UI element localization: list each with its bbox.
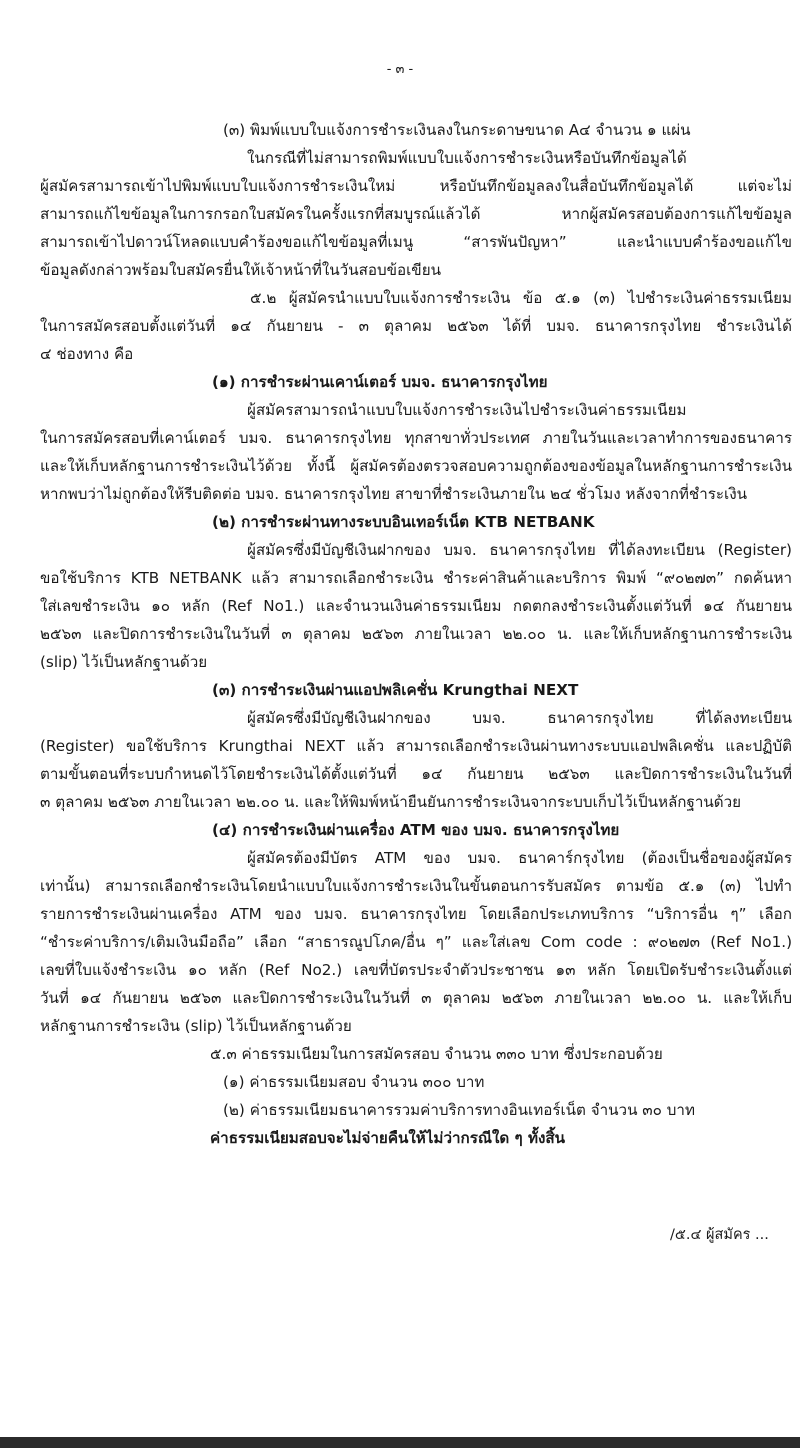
text-line: ใส่เลขชำระเงิน ๑๐ หลัก (Ref No1.) และจำนวนเงินค่าธรรมเนียม กดตกลงชำระเงินตั้งแต่วันที่ ๑๔ กันยายน [40, 597, 792, 615]
text-line: และให้เก็บหลักฐานการชำระเงินไว้ด้วย ทั้งนี้ ผู้สมัครต้องตรวจสอบความถูกต้องของข้อมูลในหลักฐานการชำระเงิน [40, 457, 792, 475]
text-line: ในการสมัครสอบตั้งแต่วันที่ ๑๔ กันยายน - ๓ ตุลาคม ๒๕๖๓ ได้ที่ บมจ. ธนาคารกรุงไทย ชำระเงินได้ [40, 317, 792, 335]
text-line: (Register) ขอใช้บริการ Krungthai NEXT แล้ว สามารถเลือกชำระเงินผ่านทางระบบแอปพลิเคชั่น และปฏิบัติ [40, 737, 792, 755]
text-line: ผู้สมัครสามารถนำแบบใบแจ้งการชำระเงินไปชำระเงินค่าธรรมเนียม [247, 401, 687, 419]
text-line: วันที่ ๑๔ กันยายน ๒๕๖๓ และปิดการชำระเงินในวันที่ ๓ ตุลาคม ๒๕๖๓ ภายในเวลา ๒๒.๐๐ น. และให้เก็บ [40, 989, 792, 1007]
text-line: ผู้สมัครซึ่งมีบัญชีเงินฝากของ บมจ. ธนาคารกรุงไทย ที่ได้ลงทะเบียน (Register) [247, 541, 792, 559]
text-line: (๓) พิมพ์แบบใบแจ้งการชำระเงินลงในกระดาษขนาด A๔ จำนวน ๑ แผ่น [223, 121, 691, 139]
page-number: - ๓ - [386, 62, 414, 77]
section-heading: (๔) การชำระเงินผ่านเครื่อง ATM ของ บมจ. ธนาคารกรุงไทย [212, 821, 620, 839]
section-heading: (๑) การชำระผ่านเคาน์เตอร์ บมจ. ธนาคารกรุงไทย [212, 373, 548, 391]
text-line: หลักฐานการชำระเงิน (slip) ไว้เป็นหลักฐานด้วย [40, 1017, 352, 1035]
section-heading: (๓) การชำระเงินผ่านแอปพลิเคชั่น Krungthai NEXT [212, 681, 579, 699]
fee-item: (๑) ค่าธรรมเนียมสอบ จำนวน ๓๐๐ บาท [223, 1073, 485, 1091]
text-line: ข้อมูลดังกล่าวพร้อมใบสมัครยื่นให้เจ้าหน้าที่ในวันสอบข้อเขียน [40, 261, 441, 279]
text-line: สามารถเข้าไปดาวน์โหลดแบบคำร้องขอแก้ไขข้อมูลที่เมนู “สารพันปัญหา” และนำแบบคำร้องขอแก้ไข [40, 233, 792, 251]
fee-item: (๒) ค่าธรรมเนียมธนาคารรวมค่าบริการทางอินเทอร์เน็ต จำนวน ๓๐ บาท [223, 1101, 695, 1119]
text-line: ๓ ตุลาคม ๒๕๖๓ ภายในเวลา ๒๒.๐๐ น. และให้พิมพ์หน้ายืนยันการชำระเงินจากระบบเก็บไว้เป็นหลักฐานด้วย [40, 793, 742, 811]
text-line: ๕.๒ ผู้สมัครนำแบบใบแจ้งการชำระเงิน ข้อ ๕.๑ (๓) ไปชำระเงินค่าธรรมเนียม [250, 289, 792, 307]
text-line: เลขที่ใบแจ้งชำระเงิน ๑๐ หลัก (Ref No2.) เลขที่บัตรประจำตัวประชาชน ๑๓ หลัก โดยเปิดรับชำระเงินตั้งแต่ [40, 961, 792, 979]
text-line: ในกรณีที่ไม่สามารถพิมพ์แบบใบแจ้งการชำระเงินหรือบันทึกข้อมูลได้ [247, 149, 687, 167]
text-line: ๕.๓ ค่าธรรมเนียมในการสมัครสอบ จำนวน ๓๓๐ บาท ซึ่งประกอบด้วย [210, 1045, 663, 1063]
text-line: ๔ ช่องทาง คือ [40, 345, 134, 363]
text-line: สามารถแก้ไขข้อมูลในการกรอกใบสมัครในครั้งแรกที่สมบูรณ์แล้วได้ หากผู้สมัครสอบต้องการแก้ไขข้อมูล [40, 205, 792, 223]
text-line: ผู้สมัครซึ่งมีบัญชีเงินฝากของ บมจ. ธนาคารกรุงไทย ที่ได้ลงทะเบียน [247, 709, 792, 727]
text-line: ตามขั้นตอนที่ระบบกำหนดไว้โดยชำระเงินได้ตั้งแต่วันที่ ๑๔ กันยายน ๒๕๖๓ และปิดการชำระเงินในวันที่ [40, 765, 792, 783]
text-line: “ชำระค่าบริการ/เติมเงินมือถือ” เลือก “สาธารณูปโภค/อื่น ๆ” และใส่เลข Com code : ๙๐๒๗๓ (Ref No1.) [40, 933, 792, 951]
text-line: รายการชำระเงินผ่านเครื่อง ATM ของ บมจ. ธนาคารกรุงไทย โดยเลือกประเภทบริการ “บริการอื่น ๆ” เลือก [40, 905, 792, 923]
text-line: ในการสมัครสอบที่เคาน์เตอร์ บมจ. ธนาคารกรุงไทย ทุกสาขาทั่วประเทศ ภายในวันและเวลาทำการของธนาคาร [40, 429, 792, 447]
text-line: (slip) ไว้เป็นหลักฐานด้วย [40, 653, 208, 671]
continuation-marker: /๕.๔ ผู้สมัคร ... [670, 1227, 769, 1243]
text-line: ขอใช้บริการ KTB NETBANK แล้ว สามารถเลือกชำระเงิน ชำระค่าสินค้าและบริการ พิมพ์ “๙๐๒๗๓” กดค้นหา [40, 569, 792, 587]
text-line: ๒๕๖๓ และปิดการชำระเงินในวันที่ ๓ ตุลาคม ๒๕๖๓ ภายในเวลา ๒๒.๐๐ น. และให้เก็บหลักฐานการชำระเงิน [40, 625, 792, 643]
text-line: เท่านั้น) สามารถเลือกชำระเงินโดยนำแบบใบแจ้งการชำระเงินในขั้นตอนการรับสมัคร ตามข้อ ๕.๑ (๓) ไปทำ [40, 877, 792, 895]
text-line: ผู้สมัครสามารถเข้าไปพิมพ์แบบใบแจ้งการชำระเงินใหม่ หรือบันทึกข้อมูลลงในสื่อบันทึกข้อมูลได้ แต่จะไม่ [40, 177, 792, 195]
text-line: ผู้สมัครต้องมีบัตร ATM ของ บมจ. ธนาคาร์กรุงไทย (ต้องเป็นชื่อของผู้สมัคร [247, 849, 792, 867]
section-heading: (๒) การชำระผ่านทางระบบอินเทอร์เน็ต KTB NETBANK [212, 513, 595, 531]
scan-bottom-edge [0, 1437, 800, 1448]
text-line: หากพบว่าไม่ถูกต้องให้รีบติดต่อ บมจ. ธนาคารกรุงไทย สาขาที่ชำระเงินภายใน ๒๔ ชั่วโมง หลังจากที่ชำระเงิน [40, 485, 748, 503]
non-refundable-notice: ค่าธรรมเนียมสอบจะไม่จ่ายคืนให้ไม่ว่ากรณีใด ๆ ทั้งสิ้น [210, 1129, 566, 1147]
